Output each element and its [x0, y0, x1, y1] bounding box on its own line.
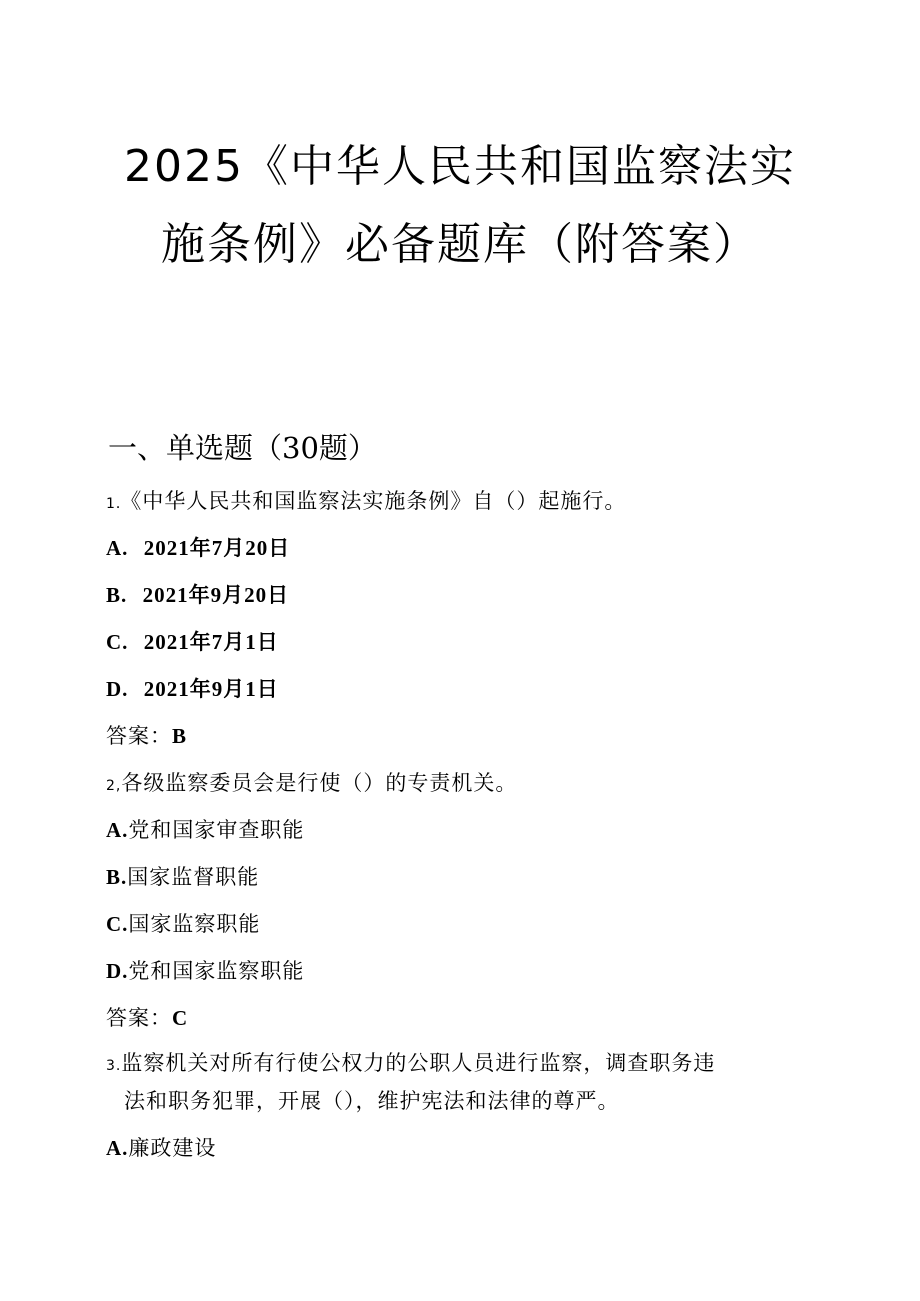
document-title-line-1: 2025《中华人民共和国监察法实: [124, 141, 796, 192]
question-1: [106, 478, 806, 525]
option-text: 2021年7月20日: [143, 536, 291, 560]
question-number: 3.: [106, 1058, 122, 1074]
question-number: 1．: [106, 496, 131, 512]
option-text: 2021年9月1日: [143, 677, 279, 701]
option-text: 党和国家审查职能: [128, 818, 305, 842]
option-letter: A.: [106, 536, 129, 560]
option-text: 廉政建设: [128, 1136, 217, 1160]
option-letter: B.: [106, 865, 128, 889]
option-text: 2021年7月1日: [143, 630, 279, 654]
question-2-answer: [106, 995, 806, 1042]
option-text: 党和国家监察职能: [128, 959, 305, 983]
option-letter: C.: [106, 912, 129, 936]
question-2-option-d: [106, 948, 806, 995]
question-text-line-2: 法和职务犯罪，开展（），维护宪法和法律的尊严。: [124, 1089, 620, 1113]
question-3: [106, 1042, 806, 1125]
question-2: [106, 760, 806, 807]
answer-value: B: [172, 724, 188, 748]
option-text: 国家监察职能: [128, 912, 261, 936]
question-1-option-a: [106, 525, 806, 572]
option-letter: A.: [106, 1136, 129, 1160]
question-list: [106, 478, 806, 1172]
option-letter: D.: [106, 959, 129, 983]
answer-label: 答案：: [106, 1006, 172, 1030]
question-1-option-d: [106, 666, 806, 713]
answer-value: C: [172, 1006, 189, 1030]
question-text-line-1: 监察机关对所有行使公权力的公职人员进行监察，调查职务违: [121, 1051, 716, 1075]
question-3-option-a: [106, 1125, 806, 1172]
option-letter: C.: [106, 630, 129, 654]
option-letter: A.: [106, 818, 129, 842]
question-2-option-c: [106, 901, 806, 948]
option-letter: B.: [106, 583, 128, 607]
question-text: 各级监察委员会是行使（）的专责机关。: [121, 771, 518, 795]
question-1-answer: [106, 713, 806, 760]
question-1-option-b: [106, 572, 806, 619]
option-text: 国家监督职能: [127, 865, 260, 889]
question-text: 《中华人民共和国监察法实施条例》自（）起施行。: [130, 489, 627, 513]
question-number: 2,: [106, 778, 122, 794]
answer-label: 答案：: [106, 724, 172, 748]
question-2-option-a: [106, 807, 806, 854]
option-letter: D.: [106, 677, 129, 701]
document-title-line-2: 施条例》必备题库（附答案）: [161, 219, 759, 270]
document-title: [0, 128, 920, 284]
question-2-option-b: [106, 854, 806, 901]
option-text: 2021年9月20日: [142, 583, 290, 607]
section-heading: 一、单选题（30题）: [108, 431, 377, 465]
question-1-option-c: [106, 619, 806, 666]
